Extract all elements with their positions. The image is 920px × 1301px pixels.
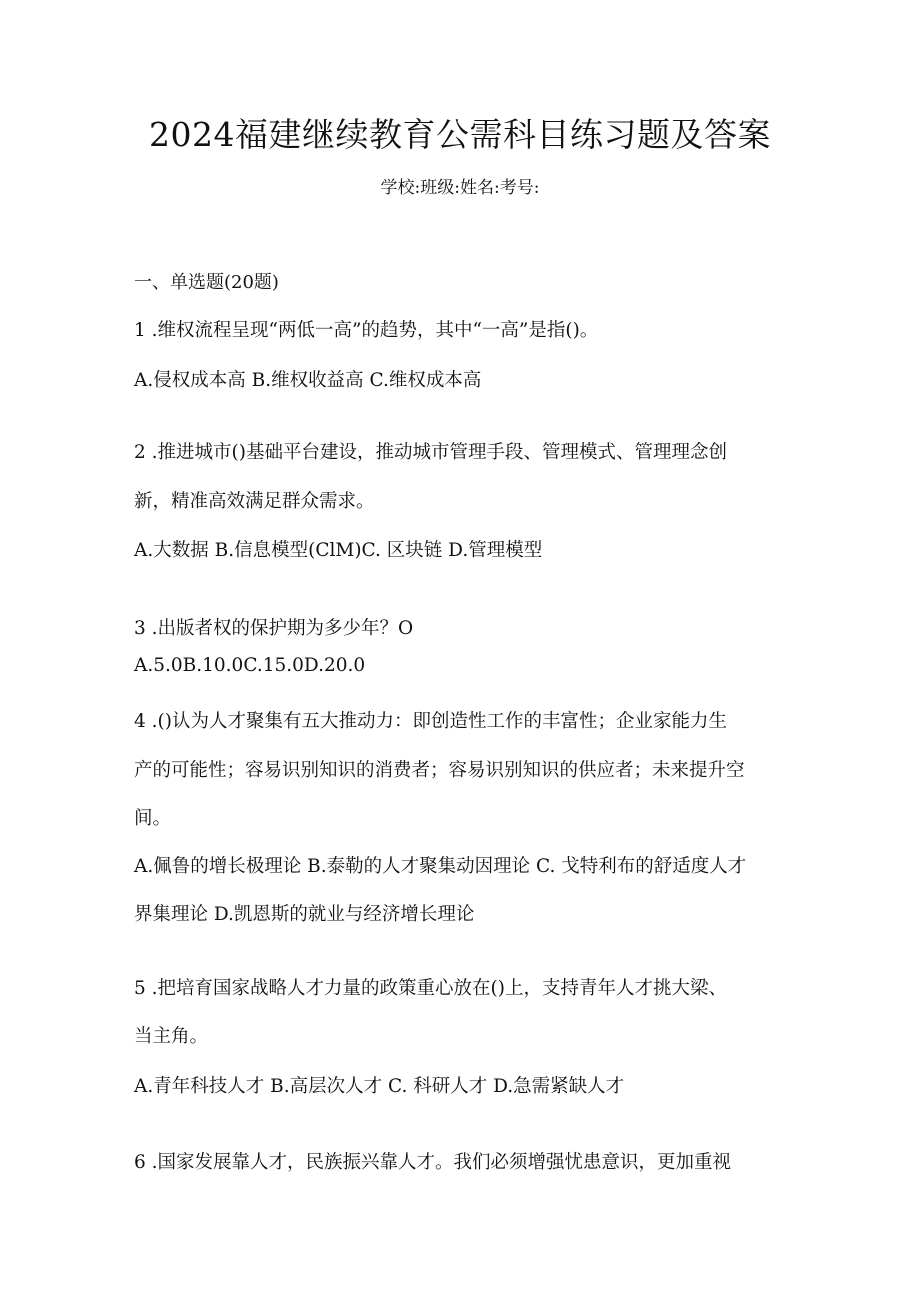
question-4-options-line-2: 界集理论 D.凯恩斯的就业与经济增长理论 (134, 904, 475, 925)
question-6-line-1: 6 .国家发展靠人才，民族振兴靠人才。我们必须增强忧患意识，更加重视 (134, 1152, 732, 1173)
question-1-options: A.侵权成本高 B.维权收益高 C.维权成本高 (134, 370, 482, 391)
question-4-options-line-1: A.佩鲁的增长极理论 B.泰勒的人才聚集动因理论 C. 戈特利布的舒适度人才 (134, 856, 747, 877)
student-info-line: 学校:班级:姓名:考号: (380, 178, 540, 198)
section-heading: 一、单选题(20题) (134, 272, 279, 293)
question-1: 1 .维权流程呈现“两低一高”的趋势，其中“一高”是指()。 (134, 320, 599, 341)
question-4-line-1: 4 .()认为人才聚集有五大推动力：即创造性工作的丰富性；企业家能力生 (134, 711, 727, 732)
question-4-line-2: 产的可能性；容易识别知识的消费者；容易识别知识的供应者；未来提升空 (134, 760, 745, 781)
question-5-line-2: 当主角。 (134, 1026, 209, 1047)
question-3-options: A.5.0B.10.0C.15.0D.20.0 (134, 655, 366, 676)
question-2-line-1: 2 .推进城市()基础平台建设，推动城市管理手段、管理模式、管理理念创 (134, 442, 727, 463)
question-2-options: A.大数据 B.信息模型(ClM)C. 区块链 D.管理模型 (134, 540, 543, 561)
question-5-options: A.青年科技人才 B.高层次人才 C. 科研人才 D.急需紧缺人才 (134, 1076, 625, 1097)
document-title: 2024福建继续教育公需科目练习题及答案 (149, 115, 771, 154)
question-3: 3 .出版者权的保护期为多少年？O (134, 618, 414, 639)
question-5-line-1: 5 .把培育国家战略人才力量的政策重心放在()上，支持青年人才挑大梁、 (134, 978, 727, 999)
question-2-line-2: 新，精准高效满足群众需求。 (134, 491, 375, 512)
question-4-line-3: 间。 (134, 808, 172, 829)
